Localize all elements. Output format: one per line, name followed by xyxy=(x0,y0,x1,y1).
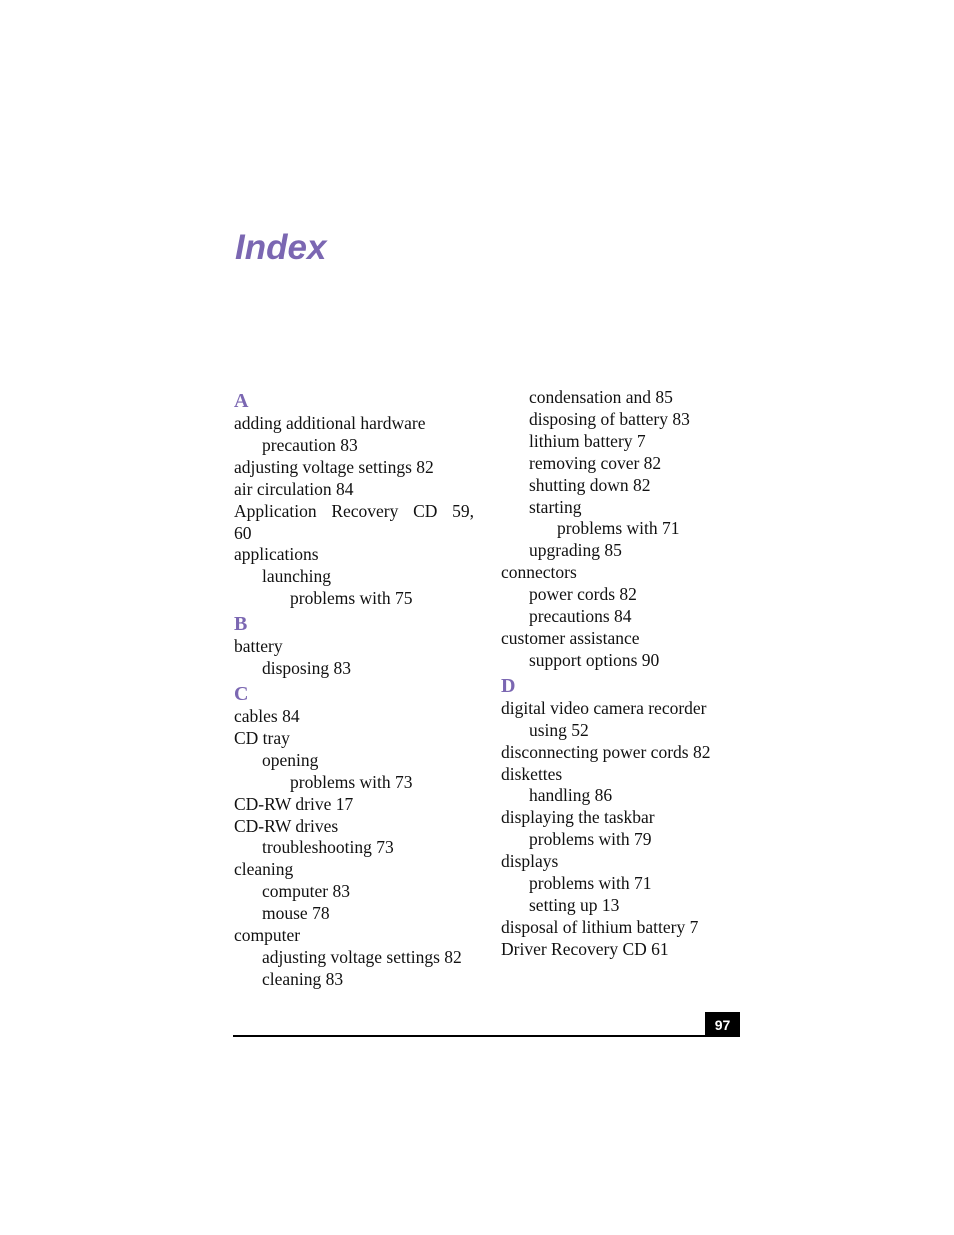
index-subentry: problems with 71 xyxy=(529,873,652,894)
index-subentry: disposing of battery 83 xyxy=(529,408,690,429)
index-subentry: problems with 71 xyxy=(557,518,680,539)
index-subentry: troubleshooting 73 xyxy=(262,837,394,858)
index-letter-heading: C xyxy=(234,682,249,705)
index-subentry: condensation and 85 xyxy=(529,387,673,407)
index-subentry: problems with 75 xyxy=(290,588,413,609)
index-subentry: problems with 73 xyxy=(290,771,413,792)
index-column-right xyxy=(501,387,741,961)
index-entry: CD-RW drive 17 xyxy=(234,793,354,814)
index-entry: digital video camera recorder xyxy=(501,697,707,718)
index-subentry: adjusting voltage settings 82 xyxy=(262,946,462,967)
index-subentry: precaution 83 xyxy=(262,434,358,455)
index-letter-heading: B xyxy=(234,613,248,636)
index-subentry: computer 83 xyxy=(262,881,350,902)
index-subentry: problems with 79 xyxy=(529,829,652,850)
index-entry: cleaning xyxy=(234,859,294,880)
index-column-left xyxy=(234,387,474,991)
index-entry: Driver Recovery CD 61 xyxy=(501,938,669,959)
index-subentry: precautions 84 xyxy=(529,606,632,627)
index-entry: adjusting voltage settings 82 xyxy=(234,456,434,477)
index-subentry: support options 90 xyxy=(529,649,660,670)
index-subentry: opening xyxy=(262,749,319,770)
footer-rule xyxy=(233,1035,739,1037)
index-entry: displays xyxy=(501,851,559,872)
index-subentry: power cords 82 xyxy=(529,584,637,605)
index-letter-heading: A xyxy=(234,390,249,412)
index-entry: disposal of lithium battery 7 xyxy=(501,916,699,937)
index-subentry: starting xyxy=(529,496,582,517)
index-subentry: handling 86 xyxy=(529,785,613,806)
index-entry: diskettes xyxy=(501,763,563,784)
index-entry: 60 xyxy=(234,522,252,543)
index-entry: applications xyxy=(234,544,319,565)
index-entry: CD tray xyxy=(234,727,290,748)
index-entry: connectors xyxy=(501,562,577,583)
page-title: Index xyxy=(235,228,327,267)
index-subentry: shutting down 82 xyxy=(529,474,651,495)
index-entry: air circulation 84 xyxy=(234,478,354,499)
index-entry: battery xyxy=(234,636,283,657)
index-entry: CD-RW drives xyxy=(234,815,339,836)
index-subentry: using 52 xyxy=(529,719,589,740)
index-entry: customer assistance xyxy=(501,627,640,648)
index-subentry: cleaning 83 xyxy=(262,968,344,989)
index-subentry: mouse 78 xyxy=(262,903,330,924)
index-letter-heading: D xyxy=(501,674,516,697)
index-subentry: upgrading 85 xyxy=(529,540,622,561)
index-subentry: disposing 83 xyxy=(262,658,351,679)
index-entry: Application Recovery CD 59, xyxy=(234,500,474,521)
index-entry: displaying the taskbar xyxy=(501,807,655,828)
index-entry: disconnecting power cords 82 xyxy=(501,741,711,762)
page-number: 97 xyxy=(705,1012,740,1037)
index-entry: cables 84 xyxy=(234,705,300,726)
index-entry: computer xyxy=(234,925,301,946)
index-subentry: launching xyxy=(262,566,332,587)
index-entry: adding additional hardware xyxy=(234,413,426,433)
index-subentry: removing cover 82 xyxy=(529,452,662,473)
index-subentry: setting up 13 xyxy=(529,894,620,915)
index-subentry: lithium battery 7 xyxy=(529,430,646,451)
